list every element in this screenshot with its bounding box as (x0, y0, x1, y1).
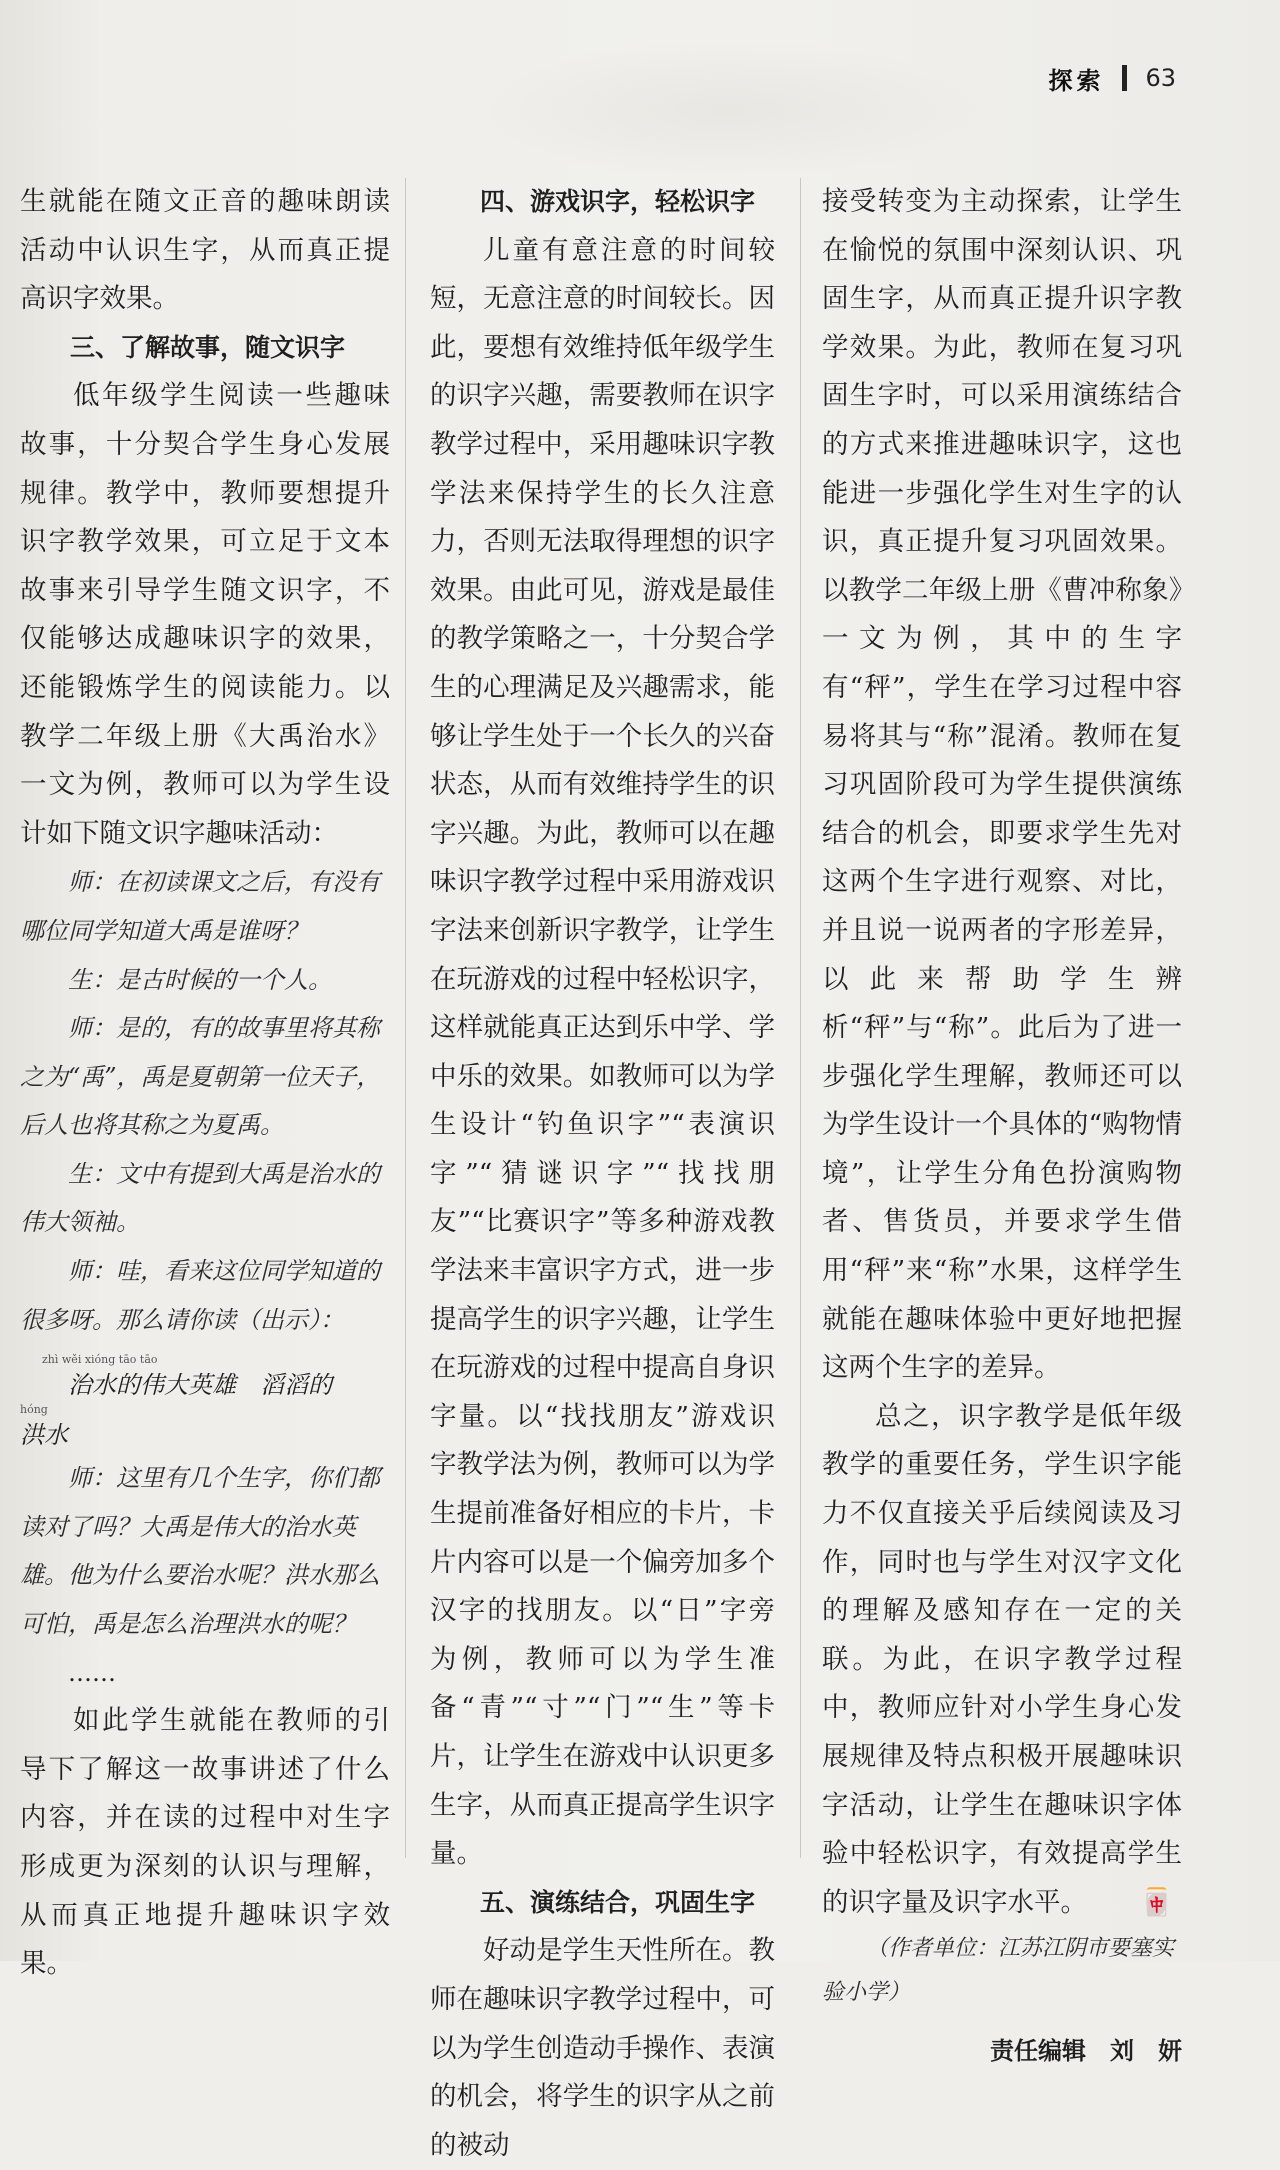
column-3 (822, 178, 1182, 2066)
dialog-line: 生：是古时候的一个人。 (68, 965, 332, 994)
paragraph: 儿童有意注意的时间较短，无意注意的时间较长。因此，要想有效维持低年级学生的识字兴趣，需要教师在识字教学过程中，采用趣味识字教学法来保持学生的长久注意力，否则无法取得理想的识字效果。由此可见，游戏是最佳的教学策略之一，十分契合学生的心理满足及兴趣需求，能够让学生处于一个长久的兴奋状态，从而有效维持学生的识字兴趣。为此，教师可以在趣味识字教学过程中采用游戏识字法来创新识字教学，让学生在玩游戏的过程中轻松识字，这样就能真正达到乐中学、学中乐的效果。如教师可以为学生设计“钓鱼识字”“表演识字”“猜谜识字”“找找朋友”“比赛识字”等多种游戏教学法来丰富识字方式，进一步提高学生的识字兴趣，让学生在玩游戏的过程中提高自身识字量。以“找找朋友”游戏识字教学法为例，教师可以为学生提前准备好相应的卡片，卡片内容可以是一个偏旁加多个汉字的找朋友。以“日”字旁为例，教师可以为学生准备“青”“寸”“门”“生”等卡片，让学生在游戏中认识更多生字，从而真正提高学生识字量。 (430, 234, 775, 1870)
ellipsis: …… (68, 1658, 116, 1687)
author-affiliation: （作者单位：江苏江阴市要塞实验小学） (822, 1936, 1175, 2006)
dialog-line: 师：是的，有的故事里将其称之为“禹”，禹是夏朝第一位天子，后人也将其称之为夏禹。 (20, 1014, 381, 1140)
pinyin-annotation: zhì wěi xióng tāo tāo (42, 1353, 158, 1367)
column-2 (430, 178, 775, 2161)
paragraph: 好动是学生天性所在。教师在趣味识字教学过程中，可以为学生创造动手操作、表演的机会，将学生的识字从之前的被动 (430, 1935, 775, 2161)
bleed-through-shadow (470, 40, 990, 180)
section-heading: 四、游戏识字，轻松识字 (480, 187, 756, 216)
page-number: 63 (1145, 64, 1176, 92)
section-heading: 五、演练结合，巩固生字 (480, 1887, 756, 1917)
responsible-editor: 责任编辑 刘 妍 (990, 2037, 1182, 2066)
paragraph: 低年级学生阅读一些趣味故事，十分契合学生身心发展规律。教学中，教师要想提升识字教学效果，可立足于文本故事来引导学生随文识字，不仅能够达成趣味识字的效果，还能锻炼学生的阅读能力。以教学二年级上册《大禹治水》一文为例，教师可以为学生设计如下随文识字趣味活动： (20, 380, 390, 849)
dialog-line: 师：哇，看来这位同学知道的很多呀。那么请你读（出示）： (20, 1257, 380, 1334)
paragraph-text: 总之，识字教学是低年级教学的重要任务，学生识字能力不仅直接关乎后续阅读及习作，同时也与学生对汉字文化的理解及感知存在一定的关联。为此，在识字教学过程中，教师应针对小学生身心发展规律及特点积极开展趣味识字活动，让学生在趣味识字体验中轻松识字，有效提高学生的识字量及识字水平。 (822, 1400, 1182, 1918)
paragraph: 生就能在随文正音的趣味朗读活动中认识生字，从而真正提高识字效果。 (20, 186, 390, 315)
dialog-line: 生：文中有提到大禹是治水的伟大领袖。 (20, 1159, 380, 1237)
section-title: 探索 (1048, 66, 1105, 95)
paragraph: 如此学生就能在教师的引导下了解这一故事讲述了什么内容，并在读的过程中对生字形成更为深刻的认识与理解，从而真正地提升趣味识字效果。 (20, 1705, 390, 1980)
pinyin-annotation: hóng (20, 1403, 48, 1417)
section-heading: 三、了解故事，随文识字 (70, 332, 346, 362)
column-divider (800, 178, 801, 1858)
paragraph: 接受转变为主动探索，让学生在愉悦的氛围中深刻认识、巩固生字，从而真正提升识字教学效果。为此，教师在复习巩固生字时，可以采用演练结合的方式来推进趣味识字，这也能进一步强化学生对生字的认识，真正提升复习巩固效果。以教学二年级上册《曹冲称象》一文为例，其中的生字有“秤”，学生在学习过程中容易将其与“称”混淆。教师在复习巩固阶段可为学生提供演练结合的机会，即要求学生先对这两个生字进行观察、对比，并且说一说两者的字形差异，以此来帮助学生辨析“秤”与“称”。此后为了进一步强化学生理解，教师还可以为学生设计一个具体的“购物情境”，让学生分角色扮演购物者、售货员，并要求学生借用“秤”来“称”水果，这样学生就能在趣味体验中更好地把握这两个生字的差异。 (822, 186, 1182, 1384)
dialog-line: 师：在初读课文之后，有没有哪位同学知道大禹是谁呀？ (20, 868, 380, 945)
paragraph (822, 1393, 1182, 1928)
header-divider (1122, 65, 1127, 91)
end-mark-icon: 🀄 (1140, 1886, 1173, 1918)
column-divider (405, 178, 406, 1858)
dialog-line: 师：这里有几个生字，你们都读对了吗？大禹是伟大的治水英雄。他为什么要治水呢？洪水那么可怕，禹是怎么治理洪水的呢？ (20, 1464, 380, 1639)
column-1 (20, 178, 390, 1980)
page-header (1048, 58, 1176, 98)
pinyin-display (20, 1344, 390, 1454)
display-text: 洪水 (20, 1421, 68, 1450)
display-text: 治水的伟大英雄 滔滔的 (68, 1371, 332, 1400)
